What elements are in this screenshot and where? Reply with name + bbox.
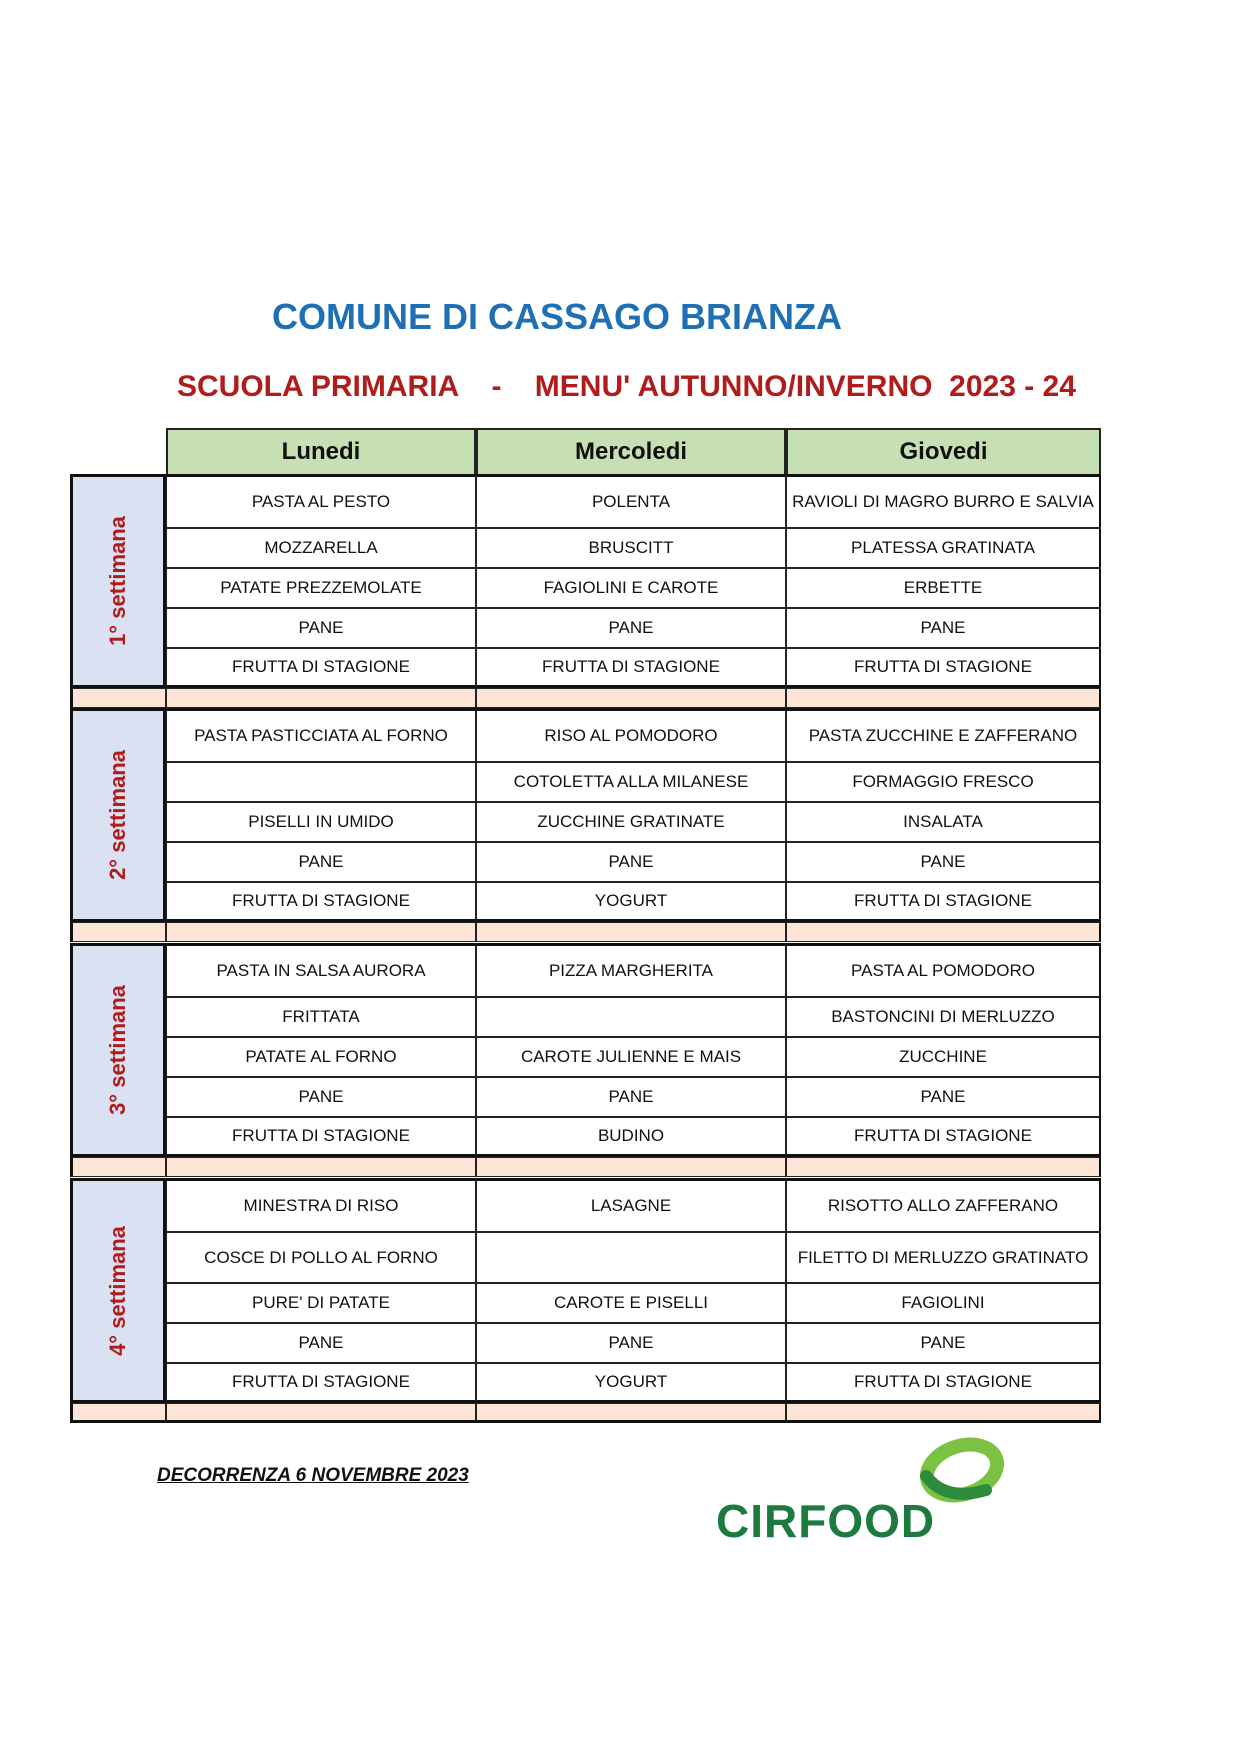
menu-cell: FAGIOLINI: [786, 1283, 1101, 1323]
menu-cell: FRUTTA DI STAGIONE: [166, 648, 476, 688]
menu-cell: BASTONCINI DI MERLUZZO: [786, 997, 1101, 1037]
week-separator: [166, 922, 476, 942]
menu-cell: PANE: [476, 842, 786, 882]
menu-cell: COTOLETTA ALLA MILANESE: [476, 762, 786, 802]
menu-cell: PASTA PASTICCIATA AL FORNO: [166, 708, 476, 762]
menu-cell: FRUTTA DI STAGIONE: [166, 882, 476, 922]
menu-cell: PANE: [476, 608, 786, 648]
menu-cell: FRITTATA: [166, 997, 476, 1037]
week-label-1: [70, 474, 166, 688]
menu-cell: [166, 762, 476, 802]
menu-cell: PISELLI IN UMIDO: [166, 802, 476, 842]
cirfood-logo: [716, 1436, 1006, 1546]
week-separator: [786, 1157, 1101, 1177]
menu-cell: FRUTTA DI STAGIONE: [786, 882, 1101, 922]
menu-cell: FRUTTA DI STAGIONE: [476, 648, 786, 688]
menu-cell: PASTA ZUCCHINE E ZAFFERANO: [786, 708, 1101, 762]
week-separator: [476, 1157, 786, 1177]
week-separator: [70, 688, 166, 708]
menu-cell: PATATE AL FORNO: [166, 1037, 476, 1077]
week-separator: [476, 688, 786, 708]
menu-cell: COSCE DI POLLO AL FORNO: [166, 1232, 476, 1283]
menu-cell: PANE: [786, 842, 1101, 882]
week-separator: [166, 1157, 476, 1177]
menu-cell: RISO AL POMODORO: [476, 708, 786, 762]
cirfood-logo-text: CIRFOOD: [716, 1495, 936, 1547]
day-header-0: Lunedi: [166, 428, 476, 476]
menu-cell: PATATE PREZZEMOLATE: [166, 568, 476, 608]
menu-cell: FORMAGGIO FRESCO: [786, 762, 1101, 802]
week-separator: [70, 922, 166, 942]
menu-cell: FRUTTA DI STAGIONE: [786, 1117, 1101, 1157]
menu-cell: FRUTTA DI STAGIONE: [166, 1117, 476, 1157]
week-label-text: 3° settimana: [105, 985, 130, 1115]
menu-cell: YOGURT: [476, 1363, 786, 1403]
menu-cell: PIZZA MARGHERITA: [476, 943, 786, 997]
week-label-text: 2° settimana: [105, 750, 130, 880]
week-separator: [70, 1157, 166, 1177]
week-separator: [166, 688, 476, 708]
menu-cell: PANE: [476, 1323, 786, 1363]
menu-cell: POLENTA: [476, 474, 786, 528]
week-label-3: [70, 943, 166, 1157]
week-separator: [476, 922, 786, 942]
week-label-text: 4° settimana: [105, 1225, 130, 1356]
menu-cell: MINESTRA DI RISO: [166, 1178, 476, 1232]
menu-cell: CAROTE E PISELLI: [476, 1283, 786, 1323]
week-separator: [786, 922, 1101, 942]
menu-cell: RISOTTO ALLO ZAFFERANO: [786, 1178, 1101, 1232]
menu-cell: MOZZARELLA: [166, 528, 476, 568]
menu-cell: [476, 997, 786, 1037]
menu-cell: ERBETTE: [786, 568, 1101, 608]
menu-cell: INSALATA: [786, 802, 1101, 842]
menu-cell: PANE: [166, 608, 476, 648]
effective-date: DECORRENZA 6 NOVEMBRE 2023: [157, 1465, 469, 1486]
menu-cell: PURE' DI PATATE: [166, 1283, 476, 1323]
menu-cell: CAROTE JULIENNE E MAIS: [476, 1037, 786, 1077]
menu-cell: FRUTTA DI STAGIONE: [786, 648, 1101, 688]
menu-cell: FRUTTA DI STAGIONE: [786, 1363, 1101, 1403]
menu-cell: PASTA AL PESTO: [166, 474, 476, 528]
menu-cell: PANE: [166, 842, 476, 882]
menu-cell: FAGIOLINI E CAROTE: [476, 568, 786, 608]
menu-cell: [476, 1232, 786, 1283]
week-separator: [786, 688, 1101, 708]
menu-cell: PANE: [786, 1077, 1101, 1117]
day-header-2: Giovedi: [786, 428, 1101, 476]
week-separator: [786, 1403, 1101, 1423]
menu-cell: YOGURT: [476, 882, 786, 922]
menu-cell: PANE: [786, 1323, 1101, 1363]
menu-cell: LASAGNE: [476, 1178, 786, 1232]
week-separator: [70, 1403, 166, 1423]
page-title: COMUNE DI CASSAGO BRIANZA: [272, 296, 843, 337]
menu-cell: PANE: [786, 608, 1101, 648]
menu-cell: BRUSCITT: [476, 528, 786, 568]
week-separator: [476, 1403, 786, 1423]
menu-cell: ZUCCHINE: [786, 1037, 1101, 1077]
week-label-4: [70, 1178, 166, 1403]
week-label-2: [70, 708, 166, 922]
menu-cell: FILETTO DI MERLUZZO GRATINATO: [786, 1232, 1101, 1283]
menu-cell: RAVIOLI DI MAGRO BURRO E SALVIA: [786, 474, 1101, 528]
menu-cell: PASTA AL POMODORO: [786, 943, 1101, 997]
day-header-1: Mercoledi: [476, 428, 786, 476]
week-label-text: 1° settimana: [105, 516, 130, 646]
menu-cell: ZUCCHINE GRATINATE: [476, 802, 786, 842]
menu-cell: PANE: [166, 1077, 476, 1117]
page-subtitle: SCUOLA PRIMARIA - MENU' AUTUNNO/INVERNO 2023 - 24: [177, 370, 1076, 403]
week-separator: [166, 1403, 476, 1423]
menu-cell: PLATESSA GRATINATA: [786, 528, 1101, 568]
menu-cell: PANE: [476, 1077, 786, 1117]
menu-cell: PASTA IN SALSA AURORA: [166, 943, 476, 997]
menu-cell: BUDINO: [476, 1117, 786, 1157]
menu-cell: PANE: [166, 1323, 476, 1363]
menu-cell: FRUTTA DI STAGIONE: [166, 1363, 476, 1403]
